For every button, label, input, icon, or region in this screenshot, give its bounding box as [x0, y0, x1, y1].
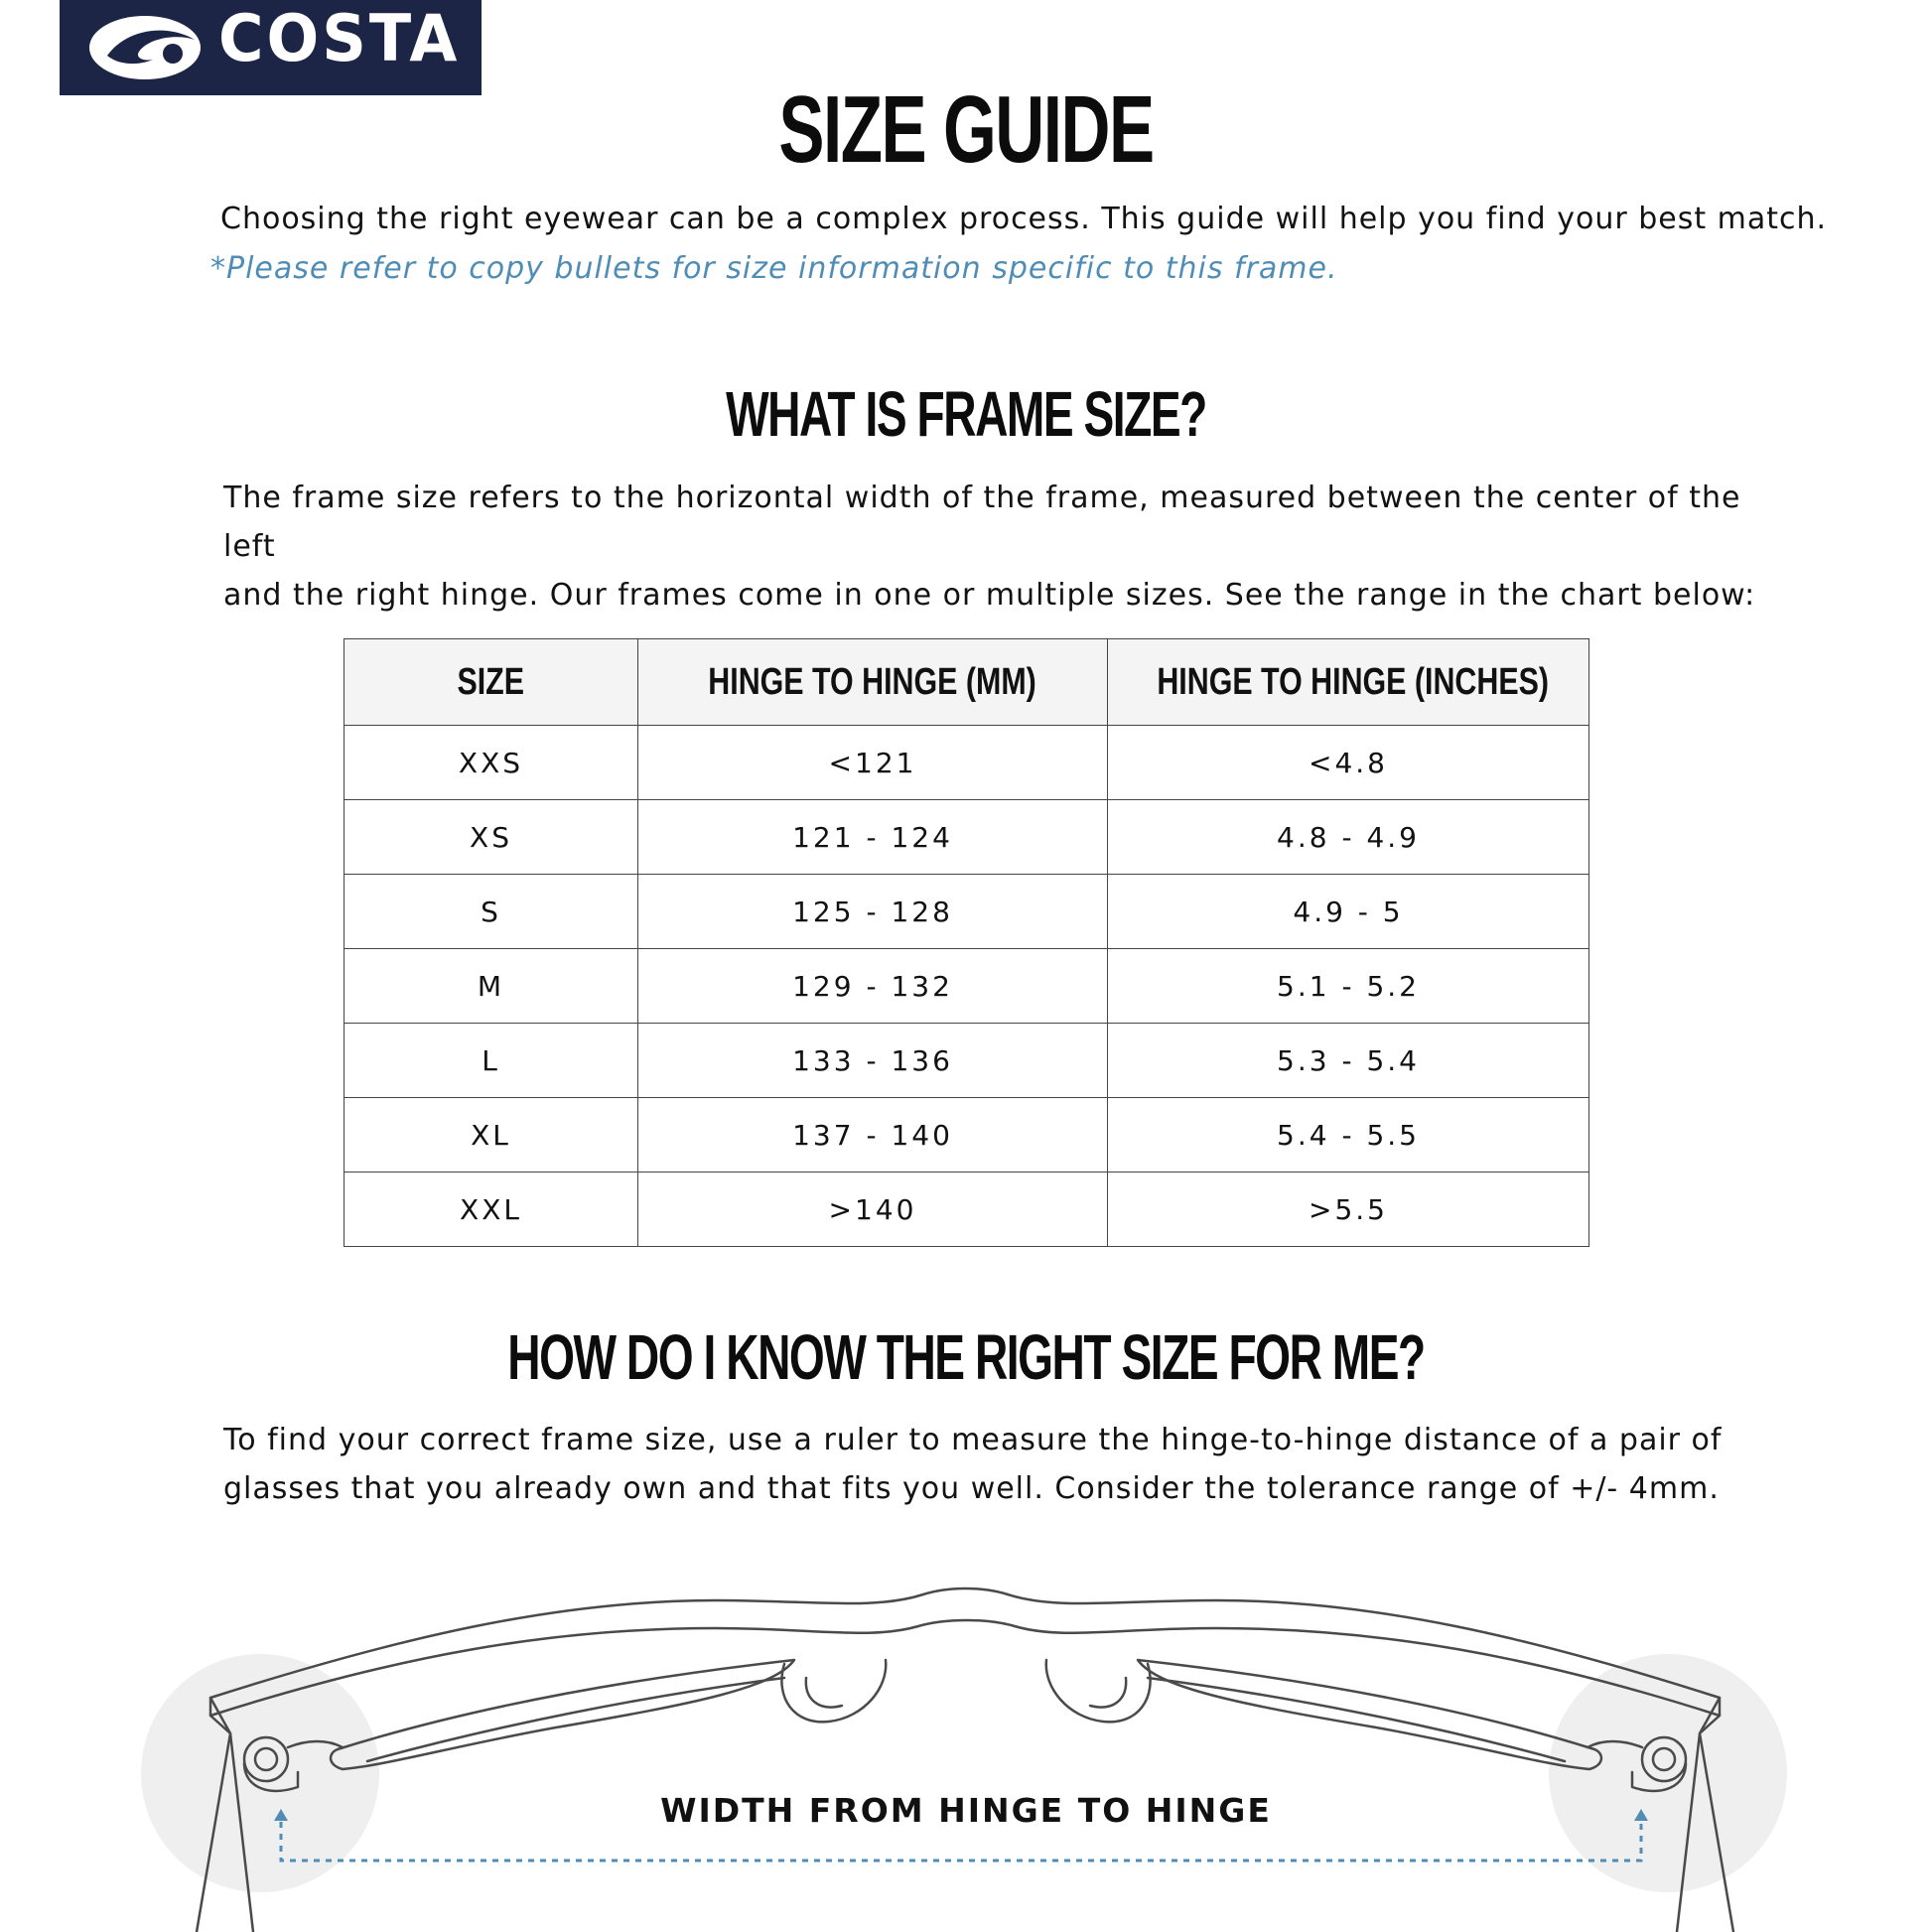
hinge-width-label: WIDTH FROM HINGE TO HINGE: [660, 1791, 1272, 1830]
frame-size-line-2: and the right hinge. Our frames come in one or multiple sizes. See the range in the chart below:: [223, 578, 1756, 613]
registered-mark: ®: [496, 14, 506, 25]
table-row: [345, 726, 1589, 800]
costa-sun-icon: [87, 10, 207, 85]
left-hinge-highlight: [141, 1654, 379, 1892]
table-row: [345, 949, 1589, 1024]
intro-text: Choosing the right eyewear can be a complex process. This guide will help you find your best match.: [220, 202, 1828, 236]
frame-top-bar: [210, 1588, 1720, 1716]
mm-cell: 129 - 132: [638, 949, 1108, 1024]
table-header-row: [345, 639, 1589, 726]
inches-cell: 5.4 - 5.5: [1108, 1098, 1589, 1173]
column-header-size: SIZE: [345, 639, 638, 726]
inches-cell: 4.8 - 4.9: [1108, 800, 1589, 875]
frame-size-line-1: The frame size refers to the horizontal width of the frame, measured between the center of the left: [223, 481, 1741, 564]
table-row: [345, 875, 1589, 949]
size-cell: XL: [345, 1098, 638, 1173]
right-size-heading: HOW DO I KNOW THE RIGHT SIZE FOR ME?: [507, 1321, 1425, 1393]
inches-cell: 5.3 - 5.4: [1108, 1024, 1589, 1098]
right-size-line-1: To find your correct frame size, use a ruler to measure the hinge-to-hinge distance of a pair of: [223, 1423, 1723, 1457]
inches-cell: >5.5: [1108, 1173, 1589, 1247]
table-row: [345, 800, 1589, 875]
mm-cell: 121 - 124: [638, 800, 1108, 875]
mm-cell: >140: [638, 1173, 1108, 1247]
inches-cell: <4.8: [1108, 726, 1589, 800]
table-row: [345, 1173, 1589, 1247]
column-header-mm: HINGE TO HINGE (MM): [638, 639, 1108, 726]
right-size-line-2: glasses that you already own and that fits you well. Consider the tolerance range of +/- 4mm.: [223, 1471, 1720, 1506]
inches-cell: 5.1 - 5.2: [1108, 949, 1589, 1024]
right-nose-pad: [1046, 1660, 1151, 1722]
table-row: [345, 1024, 1589, 1098]
glasses-frame-diagram-icon: [0, 1549, 1932, 1932]
mm-cell: 137 - 140: [638, 1098, 1108, 1173]
size-cell: M: [345, 949, 638, 1024]
size-cell: XXL: [345, 1173, 638, 1247]
inches-cell: 4.9 - 5: [1108, 875, 1589, 949]
logo-wordmark: COSTA: [218, 0, 461, 76]
right-size-description: [223, 1416, 1772, 1513]
mm-cell: 133 - 136: [638, 1024, 1108, 1098]
size-chart-table: [344, 638, 1589, 1247]
page-title: SIZE GUIDE: [778, 76, 1154, 183]
size-cell: XXS: [345, 726, 638, 800]
frame-size-description: [223, 474, 1772, 620]
column-header-inches: HINGE TO HINGE (INCHES): [1108, 639, 1589, 726]
frame-size-heading: WHAT IS FRAME SIZE?: [726, 378, 1206, 450]
mm-cell: <121: [638, 726, 1108, 800]
size-cell: XS: [345, 800, 638, 875]
size-note: *Please refer to copy bullets for size information specific to this frame.: [210, 251, 1338, 286]
right-hinge-highlight: [1549, 1654, 1787, 1892]
size-cell: S: [345, 875, 638, 949]
left-nose-pad: [781, 1660, 886, 1722]
table-row: [345, 1098, 1589, 1173]
size-cell: L: [345, 1024, 638, 1098]
mm-cell: 125 - 128: [638, 875, 1108, 949]
